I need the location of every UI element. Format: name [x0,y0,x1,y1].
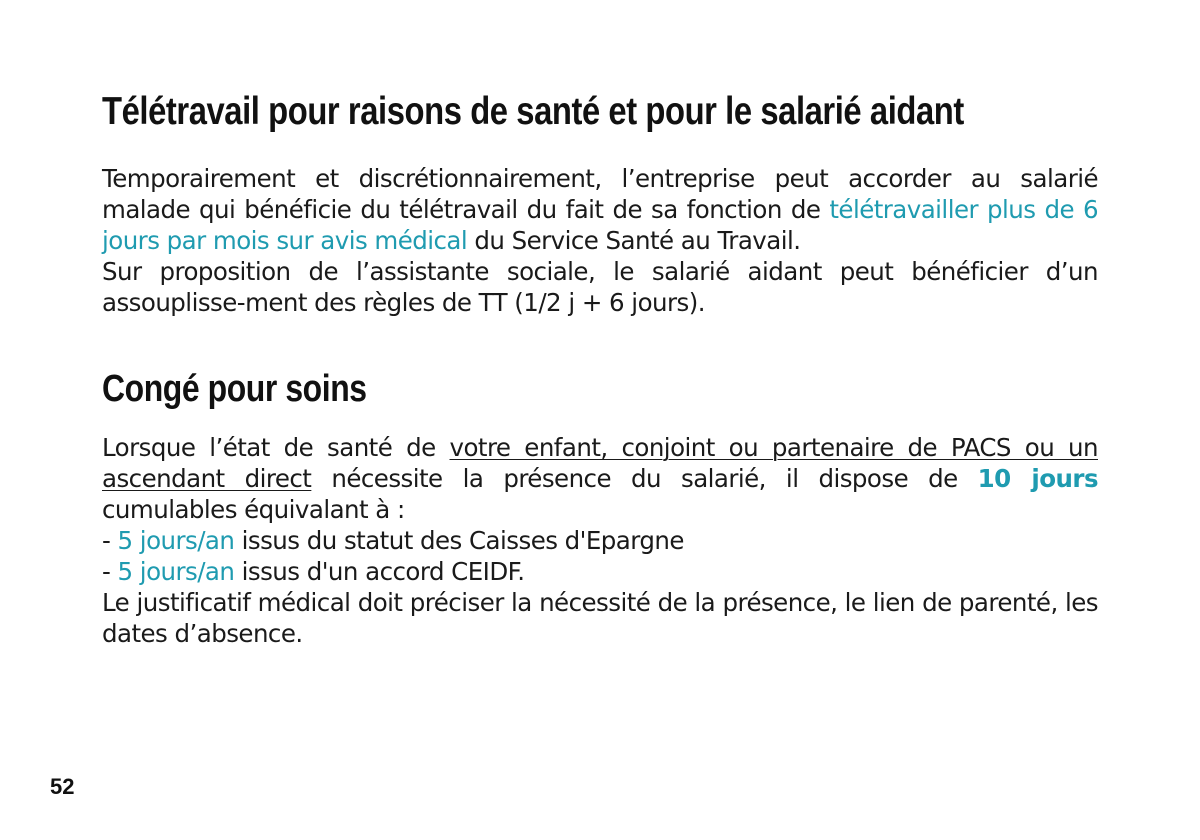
paragraph-text: du Service Santé au Travail. [467,226,801,255]
highlight-days-per-year: 5 jours/an [117,557,235,586]
paragraph-malade [102,163,1098,256]
paragraph-text: Lorsque l’état de santé de [102,433,450,462]
paragraph-text: cumulables équivalant à : [102,495,405,524]
section-title-conge-soins: Congé pour soins [102,368,367,410]
highlight-ten-days: 10 jours [977,464,1098,493]
section-title-teletravail: Télétravail pour raisons de santé et pour le salarié aidant [102,90,964,133]
paragraph-justificatif: Le justificatif médical doit préciser la nécessité de la présence, le lien de parenté, les dates d’absence. [102,588,1098,648]
list-dash: - [102,526,118,555]
highlight-teletravail-days: télétravailler plus de 6 jours par mois sur avis médical [102,195,1099,255]
list-item [102,525,1098,556]
list-item-text: issus du statut des Caisses d'Epargne [234,526,684,555]
section-body-teletravail [102,163,1098,318]
section-body-conge-soins [102,432,1098,649]
paragraph-text: Temporairement et discrétionnairement, l’entreprise peut accorder au salarié malade qui bénéficie du télétravail du fait de sa fonction de [102,164,1098,224]
paragraph-aidant: Sur proposition de l’assistante sociale, le salarié aidant peut bénéficier d’un assouplisse-ment des règles de TT (1/2 j + 6 jours). [102,257,1098,317]
list-dash: - [102,557,118,586]
underlined-relatives: votre enfant, conjoint ou partenaire de PACS ou un ascendant direct [102,433,1098,493]
list-item [102,556,1098,587]
paragraph-intro [102,432,1098,525]
paragraph-text: nécessite la présence du salarié, il dispose de [311,464,978,493]
highlight-days-per-year: 5 jours/an [117,526,235,555]
list-item-text: issus d'un accord CEIDF. [234,557,525,586]
page-number: 52 [50,774,75,799]
